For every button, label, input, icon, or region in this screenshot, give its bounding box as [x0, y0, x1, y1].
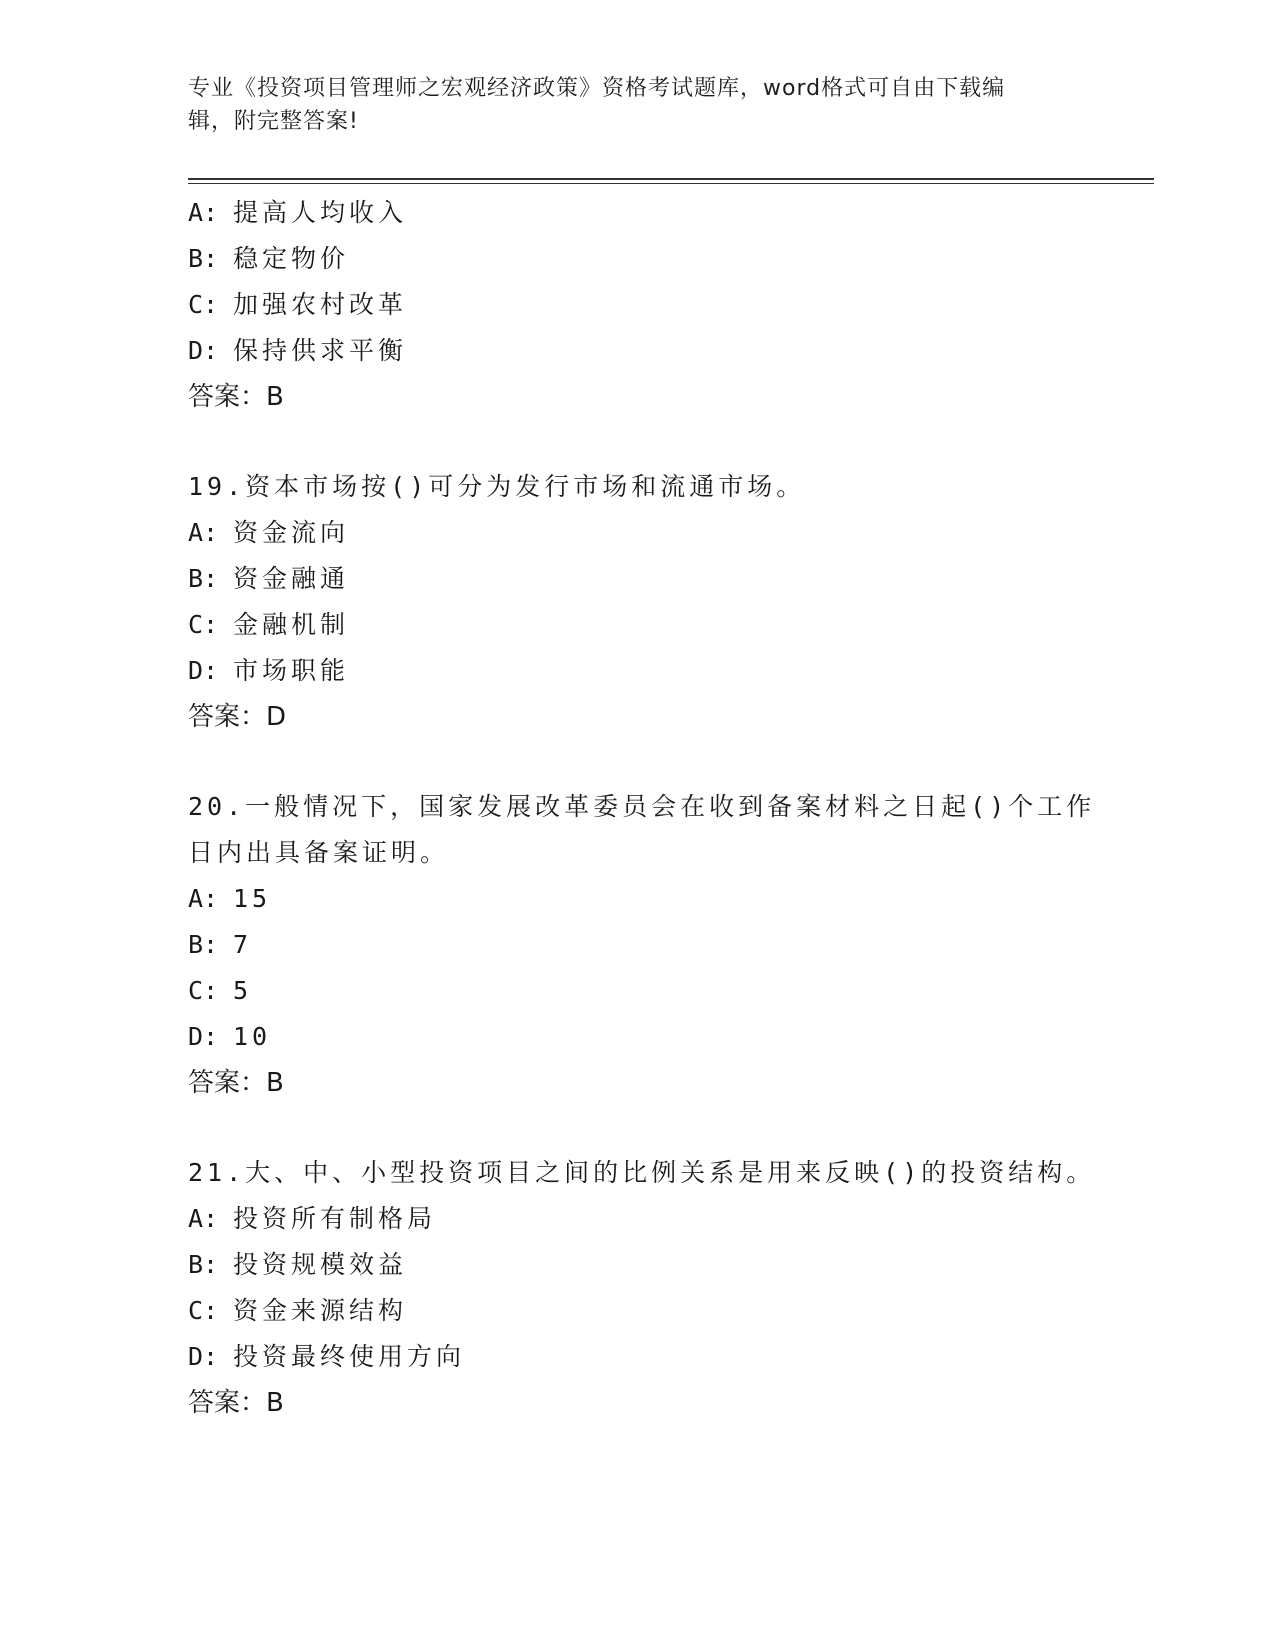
header-divider: [188, 178, 1154, 180]
option-d: D: 市场职能: [188, 656, 350, 685]
answer: 答案：B: [188, 1068, 284, 1098]
header-note-line1: 专业《投资项目管理师之宏观经济政策》资格考试题库，word格式可自由下载编: [188, 76, 1006, 101]
question-block-20: [188, 784, 1096, 1106]
option-c: C: 加强农村改革: [188, 290, 408, 319]
question-block-19: [188, 464, 1088, 740]
option-c: C: 资金来源结构: [188, 1296, 408, 1325]
question-block-18: [188, 190, 1088, 420]
option-a: A: 15: [188, 884, 272, 913]
question-stem: 19.资本市场按()可分为发行市场和流通市场。: [188, 472, 806, 501]
question-block-21: [188, 1150, 1096, 1426]
option-a: A: 提高人均收入: [188, 198, 408, 227]
option-a: A: 投资所有制格局: [188, 1204, 437, 1233]
header-note-line2: 辑，附完整答案!: [188, 109, 359, 134]
answer: 答案：B: [188, 1388, 284, 1418]
option-d: D: 10: [188, 1022, 272, 1051]
option-d: D: 保持供求平衡: [188, 336, 408, 365]
header-divider-thin: [188, 183, 1154, 184]
option-a: A: 资金流向: [188, 518, 350, 547]
header-note: [188, 72, 1088, 138]
option-c: C: 金融机制: [188, 610, 350, 639]
option-b: B: 资金融通: [188, 564, 350, 593]
question-list: [188, 190, 1096, 1426]
option-c: C: 5: [188, 976, 253, 1005]
question-stem: 21.大、中、小型投资项目之间的比例关系是用来反映()的投资结构。: [188, 1158, 1096, 1187]
option-b: B: 投资规模效益: [188, 1250, 408, 1279]
answer: 答案：D: [188, 702, 287, 732]
option-b: B: 稳定物价: [188, 244, 350, 273]
option-d: D: 投资最终使用方向: [188, 1342, 466, 1371]
option-b: B: 7: [188, 930, 253, 959]
question-stem-line2: 日内出具备案证明。: [188, 838, 450, 867]
question-stem-line1: 20.一般情况下，国家发展改革委员会在收到备案材料之日起()个工作: [188, 792, 1096, 821]
answer: 答案：B: [188, 382, 284, 412]
